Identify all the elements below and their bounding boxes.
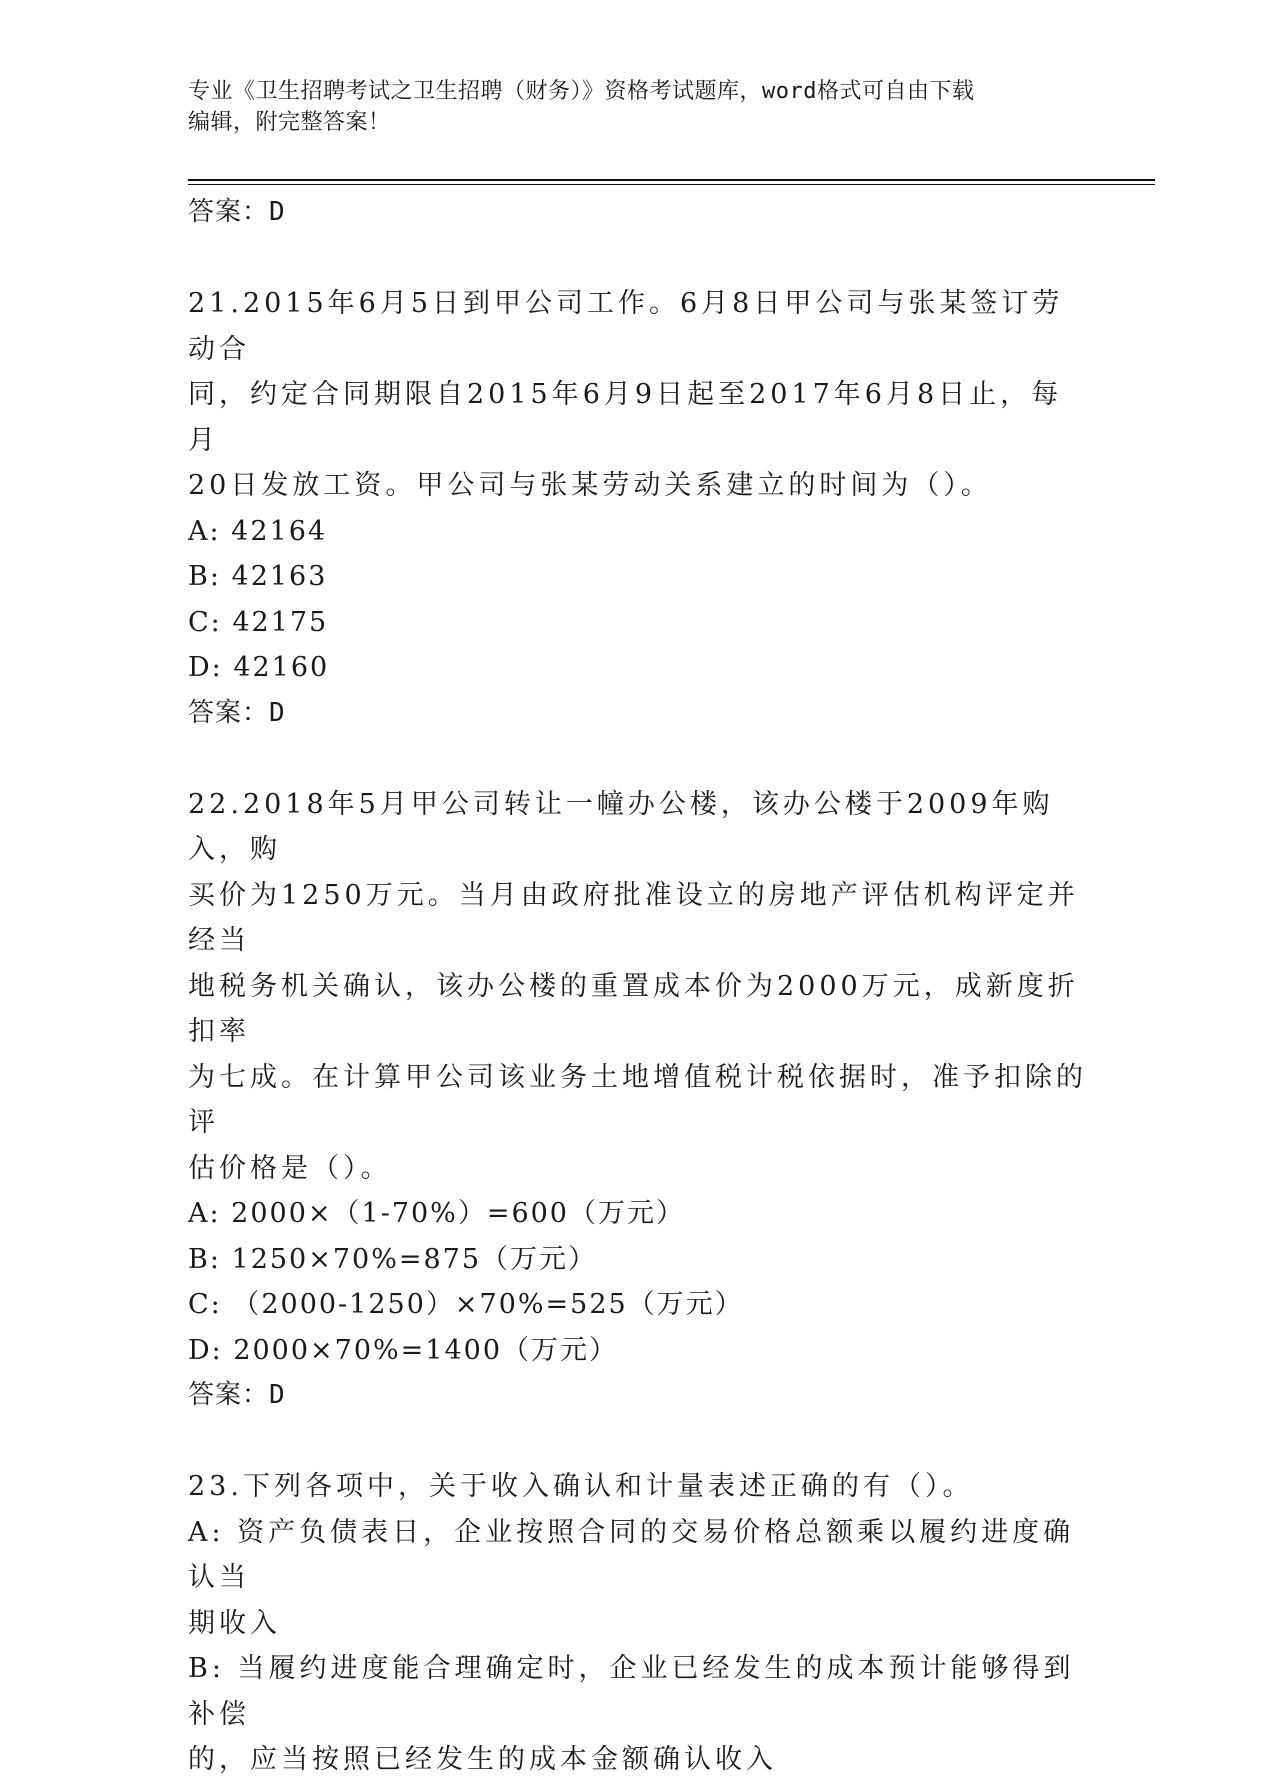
answer-line: 答案：D	[188, 697, 286, 728]
question-stem-line: 估价格是（）。	[188, 1152, 392, 1184]
option-d: D: 2000×70%=1400（万元）	[188, 1334, 619, 1366]
question-23	[188, 1464, 1088, 1783]
header-line-1: 专业《卫生招聘考试之卫生招聘（财务）》资格考试题库，word格式可自由下载	[188, 79, 975, 104]
question-stem-line: 22.2018年5月甲公司转让一幢办公楼，该办公楼于2009年购入，购	[188, 788, 1054, 865]
document-header	[188, 76, 1068, 138]
spacer	[188, 736, 1088, 782]
question-stem-line: 买价为1250万元。当月由政府批准设立的房地产评估机构评定并经当	[188, 879, 1079, 956]
option-d: D: 42160	[188, 652, 330, 683]
option-c: C: 42175	[188, 606, 329, 638]
spacer	[188, 235, 1088, 281]
question-list	[188, 190, 1088, 1783]
option-line: 期收入	[188, 1607, 281, 1639]
question-stem-line: 为七成。在计算甲公司该业务土地增值税计税依据时，准予扣除的评	[188, 1061, 1087, 1138]
option-c: C: （2000-1250）×70%=525（万元）	[188, 1289, 744, 1320]
question-stem-line: 同，约定合同期限自2015年6月9日起至2017年6月8日止，每月	[188, 379, 1063, 456]
header-divider	[188, 179, 1155, 185]
spacer	[188, 1418, 1088, 1464]
question-stem-line: 20日发放工资。甲公司与张某劳动关系建立的时间为（）。	[188, 470, 992, 501]
option-b: B: 1250×70%=875（万元）	[188, 1243, 598, 1275]
option-line: 的，应当按照已经发生的成本金额确认收入	[188, 1744, 777, 1775]
previous-answer: 答案：D	[188, 197, 286, 227]
option-b	[188, 1646, 1088, 1783]
option-a	[188, 1510, 1088, 1647]
option-line: A: 资产负债表日，企业按照合同的交易价格总额乘以履约进度确认当	[188, 1516, 1075, 1593]
answer-line: 答案：D	[188, 1380, 286, 1410]
option-line: B: 当履约进度能合理确定时，企业已经发生的成本预计能够得到补偿	[188, 1653, 1075, 1730]
question-stem-line: 地税务机关确认，该办公楼的重置成本价为2000万元，成新度折扣率	[188, 970, 1079, 1047]
option-a: A: 2000×（1-70%）=600（万元）	[188, 1198, 685, 1229]
question-stem-line: 23.下列各项中，关于收入确认和计量表述正确的有（）。	[188, 1471, 974, 1502]
question-stem-line: 21.2015年6月5日到甲公司工作。6月8日甲公司与张某签订劳动合	[188, 288, 1064, 365]
question-21	[188, 281, 1088, 736]
question-22	[188, 782, 1088, 1419]
option-a: A: 42164	[188, 515, 328, 547]
option-b: B: 42163	[188, 561, 328, 592]
header-line-2: 编辑，附完整答案！	[188, 110, 391, 135]
